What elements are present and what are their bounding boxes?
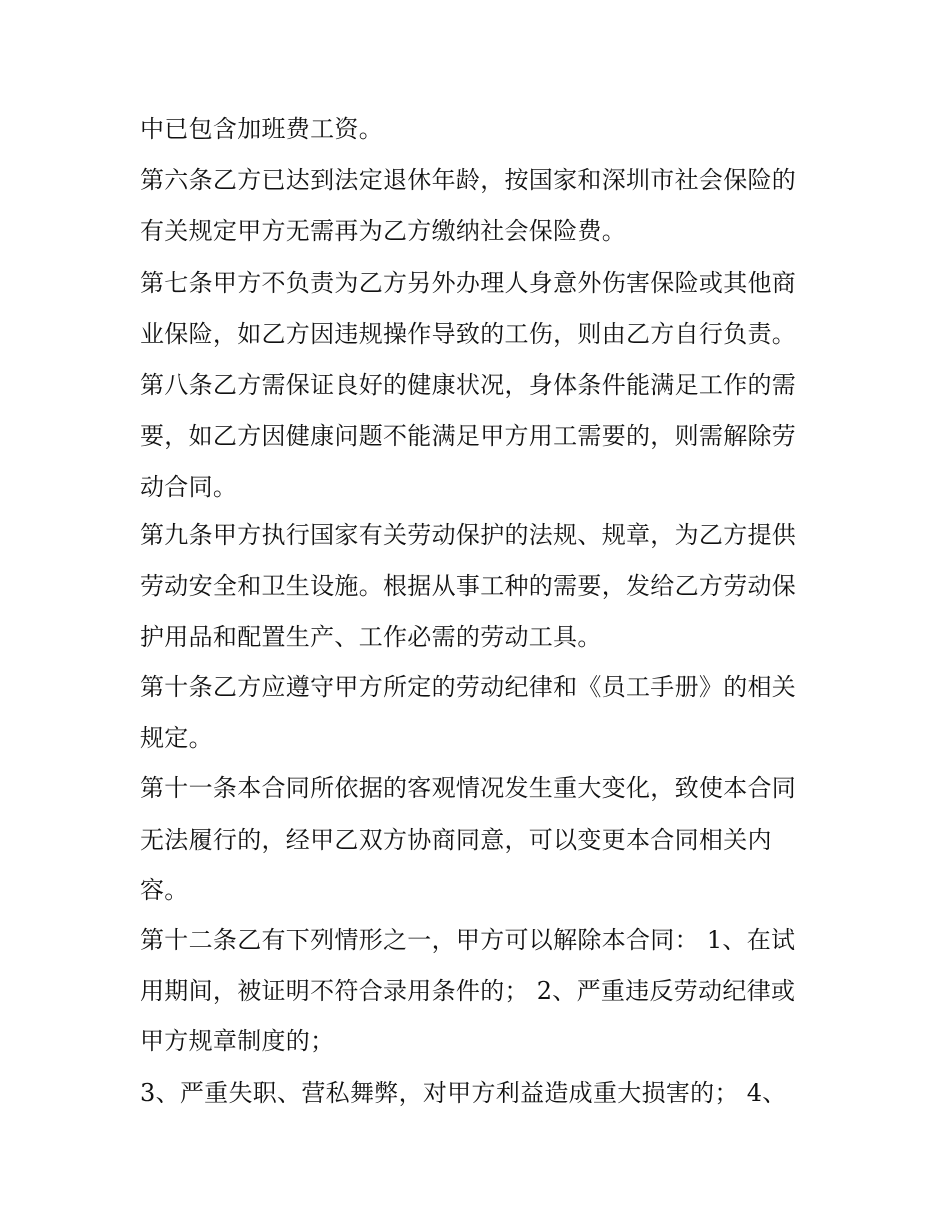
text-line: 业保险，如乙方因违规操作导致的工伤，则由乙方自行负责。	[140, 320, 797, 348]
text-line: 3、严重失职、营私舞弊，对甲方利益造成重大损害的； 4、	[140, 1079, 787, 1107]
text-line: 要，如乙方因健康问题不能满足甲方用工需要的，则需解除劳	[140, 422, 797, 450]
text-line: 有关规定甲方无需再为乙方缴纳社会保险费。	[140, 217, 626, 245]
text-line: 第六条乙方已达到法定退休年龄，按国家和深圳市社会保险的	[140, 166, 797, 194]
text-line: 第十一条本合同所依据的客观情况发生重大变化，致使本合同	[140, 774, 797, 802]
text-line: 规定。	[140, 724, 213, 752]
text-line: 第十二条乙有下列情形之一，甲方可以解除本合同： 1、在试	[140, 926, 796, 954]
text-line: 劳动安全和卫生设施。根据从事工种的需要，发给乙方劳动保	[140, 572, 797, 600]
text-line: 中已包含加班费工资。	[140, 115, 383, 143]
text-line: 护用品和配置生产、工作必需的劳动工具。	[140, 623, 602, 651]
text-line: 甲方规章制度的；	[140, 1027, 335, 1055]
text-line: 第八条乙方需保证良好的健康状况，身体条件能满足工作的需	[140, 371, 797, 399]
text-line: 第九条甲方执行国家有关劳动保护的法规、规章，为乙方提供	[140, 521, 797, 549]
text-line: 无法履行的，经甲乙双方协商同意，可以变更本合同相关内	[140, 826, 772, 854]
text-line: 第七条甲方不负责为乙方另外办理人身意外伤害保险或其他商	[140, 269, 797, 297]
text-line: 容。	[140, 876, 189, 904]
text-line: 用期间，被证明不符合录用条件的； 2、严重违反劳动纪律或	[140, 977, 796, 1005]
text-line: 第十条乙方应遵守甲方所定的劳动纪律和《员工手册》的相关	[140, 673, 797, 701]
text-line: 动合同。	[140, 473, 238, 501]
